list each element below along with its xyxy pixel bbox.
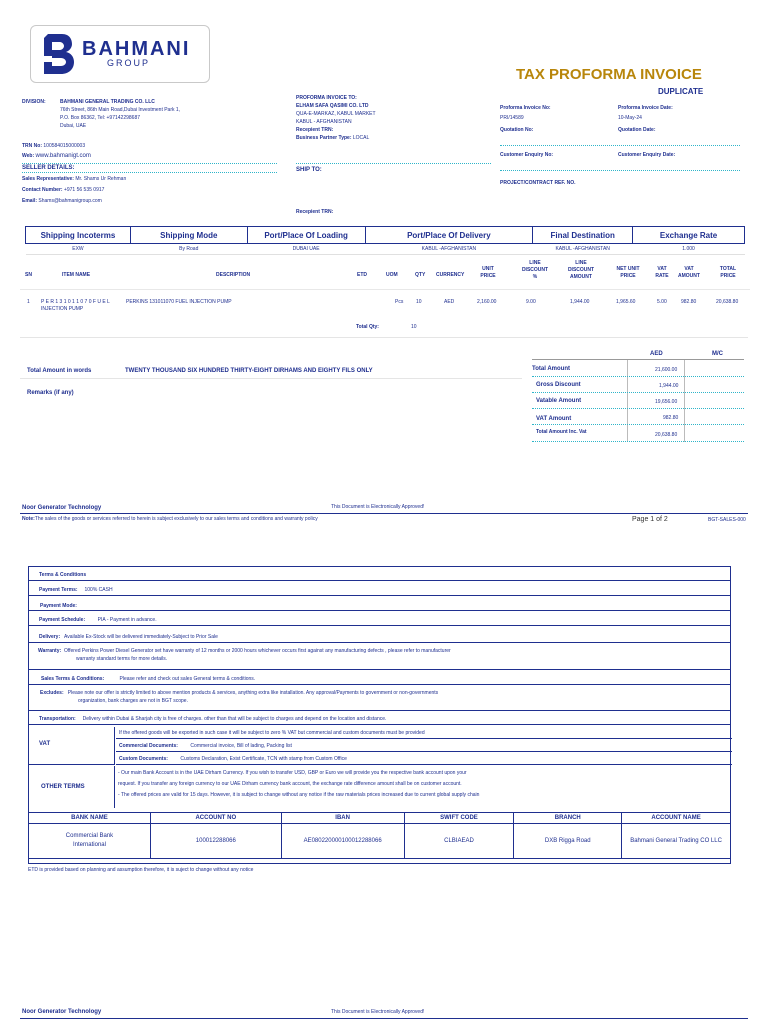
pi-date-value: 10-May-24 (618, 115, 642, 121)
bank-header: ACCOUNT NO (150, 813, 281, 824)
col-net-unit: NET UNIT PRICE (616, 266, 640, 279)
delivery-row: Delivery: Available Ex-Stock will be delivered immediately-Subject to Prior Sale (29, 630, 730, 643)
vat-label: VAT (29, 727, 115, 765)
quote-date-label: Quotation Date: (618, 127, 656, 133)
row-total: 20,638.80 (716, 299, 739, 305)
row-uom: Pcs (395, 299, 404, 305)
col-line-disc-pct: LINE DISCOUNT % (521, 260, 549, 280)
copy-label: DUPLICATE (658, 87, 704, 96)
transportation-row: Transportation: Delivery within Dubai & Sharjah city is free of charges. other than that will be subject to charges and depend on the location and distance. (29, 713, 730, 725)
sales-terms-row: Sales Terms & Conditions: Please refer and check out sales General terms & conditions. (29, 672, 730, 685)
etd-note: ETD is provided based on planning and assumption therefore, it is suject to change without any notice (28, 867, 254, 873)
col-vat-rate: VAT RATE (655, 266, 669, 279)
shipping-value: KABUL -AFGHANISTAN (365, 244, 533, 255)
row-line-disc-pct: 9.00 (526, 299, 536, 305)
items-header (20, 260, 750, 290)
divider (22, 172, 277, 173)
divider (684, 360, 685, 442)
division-block: BAHMANI GENERAL TRADING CO. LLC 76th Street, 86th Main Road,Dubai Investment Park 1, P.O. Box 86362, Tel: +97142298687 Dubai, UAE (60, 99, 181, 129)
vat-amount-value: 982.80 (663, 415, 679, 421)
shipping-header: Shipping Incoterms (26, 227, 131, 244)
total-amount-label: Total Amount (532, 366, 570, 372)
account-no: 100012288066 (150, 824, 281, 859)
footer-approved: This Document is Electronically Approved! (331, 504, 425, 510)
shipping-header: Final Destination (533, 227, 633, 244)
vatable-amount-label: Vatable Amount (536, 398, 582, 404)
row-sn: 1 (27, 299, 30, 305)
amount-words: TWENTY THOUSAND SIX HUNDRED THIRTY-EIGHT DIRHAMS AND EIGHTY FILS ONLY (125, 368, 373, 374)
bank-header: ACCOUNT NAME (622, 813, 731, 824)
row-item: P E R 1 3 1 0 1 1 0 7 0 F U E L INJECTION PUMP (41, 299, 110, 312)
col-qty: QTY (415, 272, 426, 278)
terms-heading: Terms & Conditions (29, 571, 730, 581)
row-currency: AED (444, 299, 455, 305)
bank-header: BANK NAME (29, 813, 151, 824)
division-label: DIVISION: (22, 99, 46, 105)
logo-sub: GROUP (107, 58, 151, 68)
aed-label: AED (650, 351, 663, 357)
document-title: TAX PROFORMA INVOICE (516, 66, 702, 83)
divider (20, 378, 522, 379)
email-line: Email: Shams@bahmanigroup.com (22, 198, 102, 204)
col-sn: SN (25, 272, 32, 278)
shipping-value: By Road (130, 244, 247, 255)
col-etd: ETD (357, 272, 367, 278)
commercial-docs-row: Commercial Documents: Commercial invoice, Bill of lading, Packing list (116, 740, 732, 752)
shipping-header: Port/Place Of Delivery (365, 227, 533, 244)
col-unit-price: UNIT PRICE (480, 266, 496, 279)
mc-label: M/C (712, 351, 723, 357)
divider (20, 337, 748, 338)
total-inc-vat-value: 20,638.80 (655, 432, 678, 438)
footer-note: Note:The sales of the goods or services referred to herein is subject exclusively to our sales terms and conditions and warranty policy (22, 516, 318, 522)
gross-discount-label: Gross Discount (536, 382, 581, 388)
total-qty-value: 10 (411, 324, 417, 330)
row-vat-rate: 5.00 (657, 299, 667, 305)
divider (532, 408, 744, 409)
divider (500, 145, 740, 146)
shipping-value: EXW (26, 244, 131, 255)
divider (20, 1018, 748, 1019)
payment-mode-row: Payment Mode: (29, 600, 730, 611)
payment-terms-row: Payment Terms: 100% CASH (29, 584, 730, 596)
col-currency: CURRENCY (436, 272, 465, 278)
row-desc: PERKINS 131011070 FUEL INJECTION PUMP (126, 299, 232, 305)
footer-company: Noor Generator Technology (22, 505, 102, 511)
row-net-unit: 1,965.60 (616, 299, 636, 305)
vatable-amount-value: 19,656.00 (655, 399, 678, 405)
total-inc-vat-label: Total Amount Inc. Vat (536, 429, 587, 435)
account-name: Bahmani General Trading CO LLC (622, 824, 731, 859)
sales-rep-line: Sales Representative: Mr. Shams Ur Rehman (22, 176, 127, 182)
footer-company-2: Noor Generator Technology (22, 1009, 102, 1015)
shipping-value: DUBAI UAE (247, 244, 365, 255)
divider (532, 359, 744, 360)
shipping-header: Shipping Mode (130, 227, 247, 244)
row-line-disc-amt: 1,944.00 (570, 299, 590, 305)
divider (627, 360, 628, 442)
divider (532, 376, 744, 377)
doc-code: BGT-SALES-000 (708, 517, 746, 523)
bank-header: BRANCH (514, 813, 622, 824)
divider (532, 392, 744, 393)
shipping-value: 1.000 (633, 244, 745, 255)
pi-no-label: Proforma Invoice No: (500, 105, 551, 111)
divider (500, 170, 740, 171)
shipping-header: Exchange Rate (633, 227, 745, 244)
bank-header: SWIFT CODE (404, 813, 514, 824)
vat-amount-label: VAT Amount (536, 416, 572, 422)
quote-no-label: Quotation No: (500, 127, 534, 133)
row-unit-price: 2,160.00 (477, 299, 497, 305)
bahmani-logo-icon (42, 32, 76, 76)
gross-discount-value: 1,944.00 (659, 383, 679, 389)
bank-name: Commercial Bank International (29, 824, 151, 859)
other-terms-text: - Our main Bank Account is in the UAE Dirham Currency. If you wish to transfer USD, GBP or Euro we will provide you the respective bank account upon your request. If you transfer any foreign currency to our UAE Dirham currency bank account, the exchange rate difference amount shall be on customer account. - The offered prices are valid for 15 days. However, it is subject to change without any notice if the raw materials prices increased due to current global supply chain (118, 770, 480, 798)
pi-no-value: PRI/14589 (500, 115, 524, 121)
bank-table (28, 812, 731, 859)
pi-date-label: Proforma Invoice Date: (618, 105, 673, 111)
col-line-disc-amt: LINE DISCOUNT AMOUNT (567, 260, 595, 280)
iban: AE080220000100012288066 (281, 824, 404, 859)
contact-line: Contact Number: +971 56 535 0917 (22, 187, 105, 193)
recipient-trn-label: Recepient TRN: (296, 209, 334, 215)
swift-code: CLBIAEAD (404, 824, 514, 859)
amount-words-label: Total Amount in words (27, 368, 92, 374)
total-qty-label: Total Qty: (356, 324, 379, 330)
customer-block: PROFORMA INVOICE TO: ELHAM SAFA QASIMI CO. LTD QUA-E-MARKAZ, KABUL MARKET KABUL - AFGHANISTAN Recepient TRN: Business Partner Type: LOCAL (296, 95, 376, 141)
remarks-label: Remarks (if any) (27, 390, 74, 396)
divider (532, 424, 744, 425)
branch: DXB Rigga Road (514, 824, 622, 859)
col-item: ITEM NAME (62, 272, 91, 278)
col-vat-amt: VAT AMOUNT (678, 266, 700, 279)
custom-docs-row: Custom Documents: Customs Declaration, Exist Certificate, TCN with stamp from Custom Office (116, 753, 732, 765)
ship-to-label: SHIP TO: (296, 167, 322, 173)
col-desc: DESCRIPTION (216, 272, 251, 278)
excludes-row: Excludes: Please note our offer is strictly limited to above mention products & services, anything extra like installation. Any approval/Payments to government or non-governments organization, bank charges are not in BGT scope. (29, 687, 730, 711)
divider (532, 441, 744, 442)
enquiry-no-label: Customer Enquiry No: (500, 152, 554, 158)
bank-header: IBAN (281, 813, 404, 824)
divider (296, 163, 491, 164)
other-terms-label: OTHER TERMS (29, 766, 115, 808)
shipping-table (25, 226, 745, 255)
logo-name: BAHMANI (82, 38, 191, 60)
col-total: TOTAL PRICE (719, 266, 737, 279)
page-number: Page 1 of 2 (632, 516, 668, 523)
warranty-row: Warranty: Offered Perkins Power Diesel Generator set have warranty of 12 months or 2000 hours whichever occurs first against any manufacturing defects , please refer to manufacturer warranty standard terms for more details. (29, 645, 730, 670)
row-qty: 10 (416, 299, 422, 305)
payment-schedule-row: Payment Schedule: PIA - Payment in advance. (29, 614, 730, 626)
seller-label: SELLER DETAILS: (22, 165, 75, 171)
footer-approved-2: This Document is Electronically Approved! (331, 1009, 425, 1015)
shipping-value: KABUL -AFGHANISTAN (533, 244, 633, 255)
col-uom: UOM (386, 272, 398, 278)
row-vat-amt: 982.80 (681, 299, 697, 305)
table-row (29, 824, 731, 859)
divider (20, 513, 748, 514)
shipping-header: Port/Place Of Loading (247, 227, 365, 244)
total-amount-value: 21,600.00 (655, 367, 678, 373)
enquiry-date-label: Customer Enquiry Date: (618, 152, 676, 158)
web-line: Web: www.bahmanigt.com (22, 153, 91, 159)
trn-line: TRN No: 100584015000003 (22, 143, 86, 149)
vat-text: If the offered goods will be exported in such case it will be subject to zero % VAT but commercial and custom documents must be provided (116, 727, 732, 739)
project-ref-label: PROJECT/CONTRACT REF. NO. (500, 180, 576, 186)
